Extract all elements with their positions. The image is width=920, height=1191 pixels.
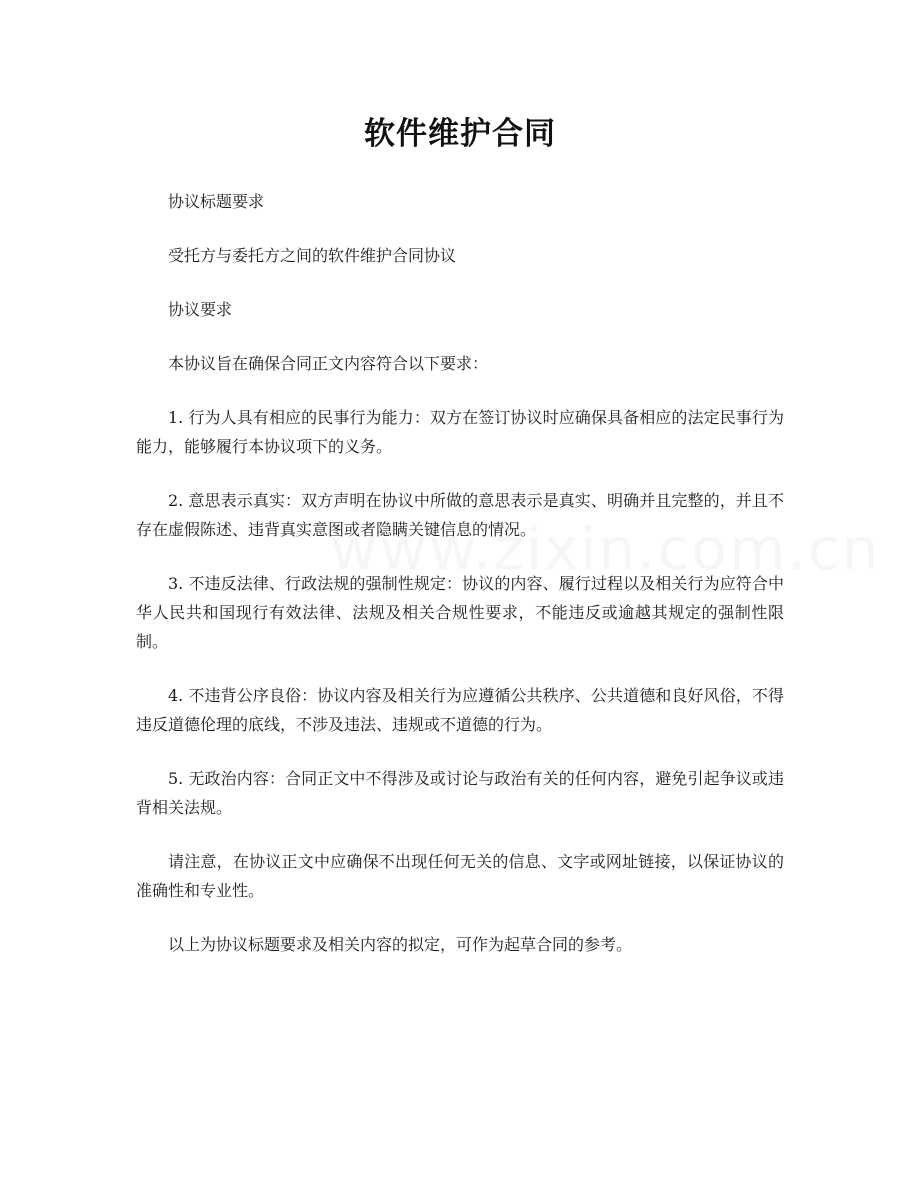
paragraph-closing: 以上为协议标题要求及相关内容的拟定，可作为起草合同的参考。 [168, 935, 633, 954]
paragraph-item-1: 1. 行为人具有相应的民事行为能力：双方在签订协议时应确保具备相应的法定民事行为能力，能够履行本协议项下的义务。 [136, 408, 784, 456]
paragraph-heading-title-requirements: 协议标题要求 [168, 192, 265, 211]
paragraph-agreement-subject: 受托方与委托方之间的软件维护合同协议 [168, 246, 457, 265]
paragraph-item-4: 4. 不违背公序良俗：协议内容及相关行为应遵循公共秩序、公共道德和良好风俗，不得违反道德伦理的底线，不涉及违法、违规或不道德的行为。 [136, 686, 784, 734]
paragraph-item-2: 2. 意思表示真实：双方声明在协议中所做的意思表示是真实、明确并且完整的，并且不存在虚假陈述、违背真实意图或者隐瞒关键信息的情况。 [136, 491, 784, 539]
paragraph-heading-requirements: 协议要求 [168, 300, 233, 319]
paragraph-notice: 请注意，在协议正文中应确保不出现任何无关的信息、文字或网址链接，以保证协议的准确性和专业性。 [136, 852, 784, 900]
document-body [136, 187, 784, 984]
document-title: 软件维护合同 [364, 116, 556, 152]
paragraph-intro: 本协议旨在确保合同正文内容符合以下要求： [168, 354, 489, 373]
paragraph-item-3: 3. 不违反法律、行政法规的强制性规定：协议的内容、履行过程以及相关行为应符合中华人民共和国现行有效法律、法规及相关合规性要求，不能违反或逾越其规定的强制性限制。 [136, 574, 784, 651]
paragraph-item-5: 5. 无政治内容：合同正文中不得涉及或讨论与政治有关的任何内容，避免引起争议或违背相关法规。 [136, 769, 784, 817]
